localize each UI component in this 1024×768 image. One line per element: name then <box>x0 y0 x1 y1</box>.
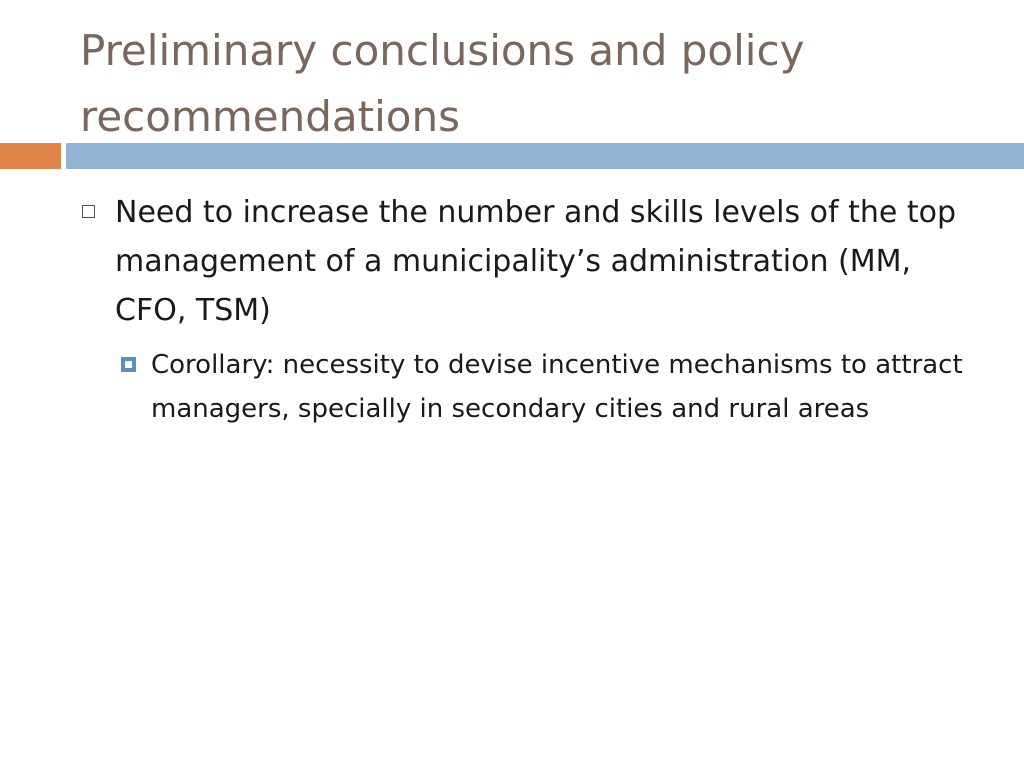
bullet-text: Need to increase the number and skills levels of the top management of a municipality’s administration (MM, CFO, TSM) <box>115 195 956 328</box>
slide-title: Preliminary conclusions and policy recommendations <box>80 26 805 141</box>
bullet-item <box>80 188 980 335</box>
slide-content <box>80 188 980 431</box>
sub-bullet-item <box>117 343 980 431</box>
title-accent-bar-orange <box>0 143 61 169</box>
hollow-square-bullet-icon <box>82 205 95 218</box>
sub-bullet-text: Corollary: necessity to devise incentive mechanisms to attract managers, specially in secondary cities and rural areas <box>151 350 963 424</box>
title-accent-bar-blue <box>66 143 1024 169</box>
square-bullet-icon <box>121 357 136 372</box>
